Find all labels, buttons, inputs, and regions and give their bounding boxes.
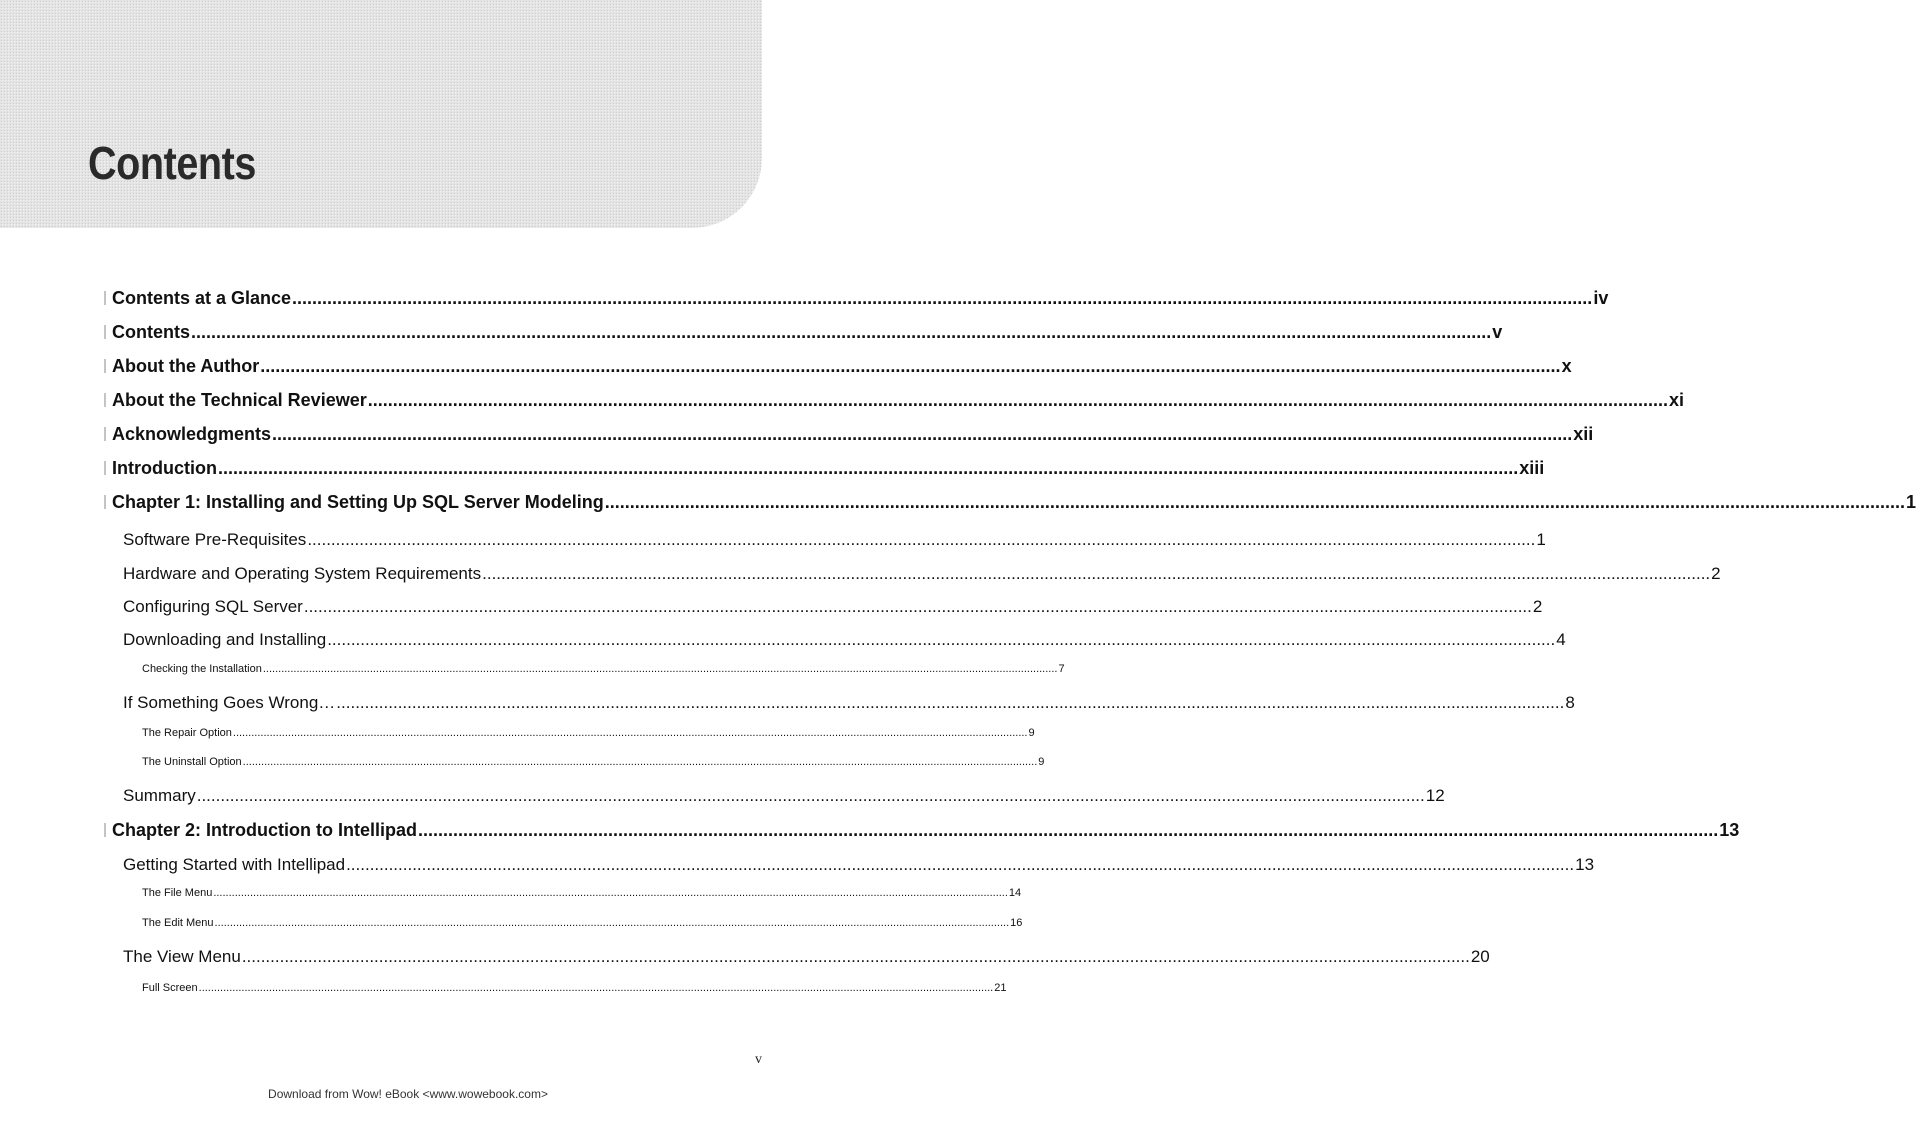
dot-leader: ....................................................................................................................................................................................................................................................................	[232, 727, 1028, 739]
toc-entry-page: 13	[1719, 820, 1740, 840]
toc-entry-label: About the Technical Reviewer	[112, 390, 367, 410]
toc-entry-label: The Uninstall Option	[142, 756, 242, 768]
dot-leader: ....................................................................................................................................................................................................................................................................	[217, 458, 1519, 478]
dot-leader: ....................................................................................................................................................................................................................................................................	[196, 786, 1425, 805]
toc-entry-page: 8	[1565, 693, 1575, 712]
bullet-square-icon	[104, 359, 106, 373]
toc-entry[interactable]	[142, 982, 1007, 1000]
toc-entry[interactable]	[104, 390, 1685, 418]
dot-leader: ....................................................................................................................................................................................................................................................................	[272, 424, 1573, 444]
toc-entry-label: The Repair Option	[142, 727, 232, 739]
dot-leader: ....................................................................................................................................................................................................................................................................	[346, 855, 1575, 874]
toc-entry-label: Contents at a Glance	[112, 288, 292, 308]
toc-entry-page: xi	[1669, 390, 1685, 410]
toc-entry[interactable]	[142, 887, 1022, 905]
toc-entry[interactable]	[104, 356, 1572, 384]
toc-entry[interactable]	[142, 663, 1065, 681]
bullet-square-icon	[104, 495, 106, 509]
bullet-square-icon	[104, 461, 106, 475]
toc-entry-page: xii	[1573, 424, 1594, 444]
toc-entry-page: 9	[1028, 727, 1035, 739]
dot-leader: ....................................................................................................................................................................................................................................................................	[191, 322, 1492, 342]
toc-entry-page: 1	[1536, 530, 1546, 549]
toc-entry-page: 2	[1532, 597, 1543, 616]
toc-entry[interactable]	[123, 693, 1575, 719]
dot-leader: ....................................................................................................................................................................................................................................................................	[604, 492, 1905, 512]
toc-entry-label: Hardware and Operating System Requirements	[123, 564, 482, 583]
toc-entry[interactable]	[123, 630, 1566, 656]
toc-entry[interactable]	[142, 917, 1023, 935]
toc-entry-label: Introduction	[112, 458, 217, 478]
toc-entry-label: Chapter 1: Installing and Setting Up SQL Server Modeling	[112, 492, 604, 512]
toc-entry-page: 16	[1010, 917, 1023, 929]
toc-entry[interactable]	[123, 947, 1490, 973]
toc-entry-page: 13	[1575, 855, 1595, 874]
dot-leader: ....................................................................................................................................................................................................................................................................	[303, 597, 1532, 616]
toc-entry-page: v	[1492, 322, 1503, 342]
toc-entry[interactable]	[142, 727, 1035, 745]
toc-entry-page: 7	[1058, 663, 1065, 675]
toc-entry-label: The Edit Menu	[142, 917, 214, 929]
toc-entry-page: 4	[1556, 630, 1566, 649]
dot-leader: ....................................................................................................................................................................................................................................................................	[241, 947, 1470, 966]
toc-entry-label: Full Screen	[142, 982, 198, 994]
bullet-square-icon	[104, 823, 106, 837]
dot-leader: ....................................................................................................................................................................................................................................................................	[214, 917, 1010, 929]
toc-entry-label: Checking the Installation	[142, 663, 262, 675]
toc-entry[interactable]	[123, 530, 1546, 556]
dot-leader: ....................................................................................................................................................................................................................................................................	[307, 530, 1536, 549]
toc-entry-label: The View Menu	[123, 947, 241, 966]
dot-leader: ....................................................................................................................................................................................................................................................................	[213, 887, 1008, 899]
toc-entry-page: xiii	[1519, 458, 1545, 478]
toc-entry-page: x	[1561, 356, 1572, 376]
bullet-square-icon	[104, 291, 106, 305]
toc-entry[interactable]	[123, 786, 1445, 812]
toc-entry-page: 1	[1906, 492, 1916, 512]
toc-entry-page: 9	[1038, 756, 1045, 768]
toc-entry-label: Summary	[123, 786, 196, 805]
dot-leader: ....................................................................................................................................................................................................................................................................	[418, 820, 1719, 840]
toc-entry-label: If Something Goes Wrong…	[123, 693, 336, 712]
dot-leader: ....................................................................................................................................................................................................................................................................	[367, 390, 1668, 410]
toc-entry-label: Downloading and Installing	[123, 630, 327, 649]
toc-entry-page: 20	[1470, 947, 1490, 966]
toc-entry-page: 2	[1711, 564, 1721, 583]
toc-entry[interactable]	[104, 288, 1609, 316]
toc-entry[interactable]	[142, 756, 1045, 774]
dot-leader: ....................................................................................................................................................................................................................................................................	[292, 288, 1593, 308]
bullet-square-icon	[104, 393, 106, 407]
dot-leader: ....................................................................................................................................................................................................................................................................	[198, 982, 994, 994]
toc-entry-label: About the Author	[112, 356, 260, 376]
dot-leader: ....................................................................................................................................................................................................................................................................	[242, 756, 1038, 768]
toc-entry[interactable]	[104, 820, 1740, 848]
header-band	[0, 0, 762, 228]
bullet-square-icon	[104, 427, 106, 441]
toc-entry[interactable]	[104, 424, 1594, 452]
toc-entry-label: Contents	[112, 322, 190, 342]
bullet-square-icon	[104, 325, 106, 339]
dot-leader: ....................................................................................................................................................................................................................................................................	[327, 630, 1556, 649]
toc-entry-page: 14	[1008, 887, 1022, 899]
toc-entry[interactable]	[104, 492, 1916, 520]
toc-entry-page: iv	[1593, 288, 1609, 308]
toc-entry[interactable]	[104, 458, 1545, 486]
toc-entry[interactable]	[104, 322, 1503, 350]
toc-entry-label: Acknowledgments	[112, 424, 272, 444]
toc-entry-label: Configuring SQL Server	[123, 597, 303, 616]
toc-entry[interactable]	[123, 855, 1595, 881]
dot-leader: ....................................................................................................................................................................................................................................................................	[260, 356, 1561, 376]
toc-entry-label: Getting Started with Intellipad	[123, 855, 346, 874]
footer-download-note: Download from Wow! eBook <www.wowebook.com>	[268, 1087, 548, 1101]
toc-entry-page: 21	[994, 982, 1007, 994]
toc-entry[interactable]	[123, 564, 1721, 590]
toc-entry[interactable]	[123, 597, 1543, 623]
page-title: Contents	[88, 137, 256, 189]
dot-leader: ....................................................................................................................................................................................................................................................................	[482, 564, 1711, 583]
toc-entry-label: Software Pre-Requisites	[123, 530, 307, 549]
dot-leader: ....................................................................................................................................................................................................................................................................	[262, 663, 1058, 675]
toc-entry-label: Chapter 2: Introduction to Intellipad	[112, 820, 417, 840]
dot-leader: ....................................................................................................................................................................................................................................................................	[336, 693, 1565, 712]
toc-entry-label: The File Menu	[142, 887, 213, 899]
page-number: v	[755, 1052, 762, 1067]
toc-entry-page: 12	[1425, 786, 1445, 805]
